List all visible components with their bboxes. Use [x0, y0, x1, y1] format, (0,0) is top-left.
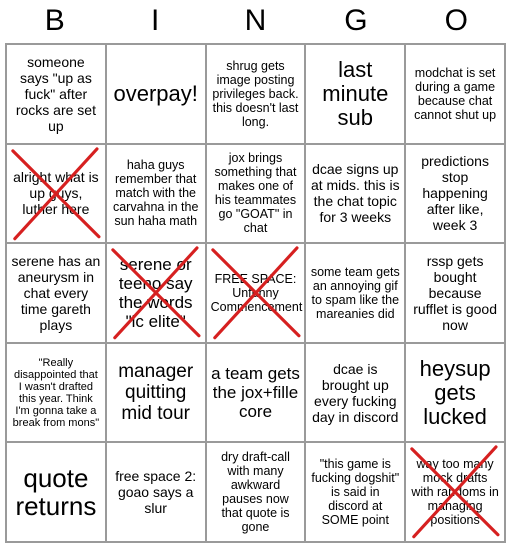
bingo-cell[interactable]	[206, 343, 306, 443]
cell-text: modchat is set during a game because chat cannot shut up	[414, 65, 497, 122]
cell-text: some team gets an annoying gif to spam like the mareanies did	[310, 264, 400, 321]
bingo-cell[interactable]	[106, 343, 206, 443]
bingo-cell[interactable]	[6, 44, 106, 144]
bingo-cell[interactable]	[106, 243, 206, 343]
cell-text: someone says "up as fuck" after rocks are set up	[15, 53, 96, 134]
header-letter-n: N	[244, 4, 268, 37]
bingo-cell[interactable]	[305, 442, 405, 542]
bingo-cell[interactable]	[6, 343, 106, 443]
cell-text: quote returns	[15, 463, 97, 522]
bingo-cell[interactable]	[405, 343, 505, 443]
bingo-cell[interactable]	[206, 442, 306, 542]
bingo-cell[interactable]	[6, 442, 106, 542]
header-letter-b: B	[44, 4, 66, 37]
bingo-cell[interactable]	[206, 44, 306, 144]
cell-text: heysup gets lucked	[419, 355, 491, 429]
header-letter-o: O	[444, 4, 469, 37]
cell-text: serene or teeno say the words "lc elite"	[118, 254, 193, 331]
bingo-cell[interactable]	[305, 44, 405, 144]
cell-text: way too many mock drafts with randoms in managing positions	[411, 457, 499, 528]
bingo-cell[interactable]	[6, 243, 106, 343]
header-letter-i: I	[150, 4, 161, 37]
bingo-cell[interactable]	[405, 442, 505, 542]
bingo-cell[interactable]	[305, 144, 405, 244]
bingo-cell[interactable]	[106, 144, 206, 244]
cell-text: a team gets the jox+fille core	[211, 364, 300, 422]
bingo-header	[5, 0, 507, 42]
bingo-cell[interactable]	[206, 144, 306, 244]
bingo-cell[interactable]	[305, 243, 405, 343]
header-letter-g: G	[344, 4, 369, 37]
bingo-cell[interactable]	[405, 144, 505, 244]
bingo-cell[interactable]	[106, 442, 206, 542]
cell-text: FREE SPACE: Unfunny Commencement	[210, 271, 303, 314]
cell-text: dcae signs up at mids. this is the chat topic for 3 weeks	[310, 161, 400, 226]
cell-text: serene has an aneurysm in chat every time gareth plays	[11, 252, 101, 333]
bingo-grid	[5, 43, 506, 543]
cell-text: rssp gets bought because rufflet is good now	[413, 252, 497, 333]
cell-text: jox brings something that makes one of his teammates go "GOAT" in chat	[214, 151, 297, 236]
cell-text: "Really disappointed that I wasn't drafted this year. Think I'm gonna take a break from mons"	[12, 356, 100, 429]
cell-text: dcae is brought up every fucking day in discord	[312, 360, 399, 425]
bingo-cell[interactable]	[206, 243, 306, 343]
cell-text: shrug gets image posting privileges back. this doesn't last long.	[212, 58, 299, 129]
cell-text: manager quitting mid tour	[118, 361, 194, 425]
cell-text: haha guys remember that match with the carvahna in the sun haha math	[112, 158, 199, 229]
cell-text: dry draft-call with many awkward pauses now that quote is gone	[221, 450, 290, 535]
cell-text: last minute sub	[322, 56, 389, 130]
bingo-cell[interactable]	[6, 144, 106, 244]
cell-text: alright what is up guys, luther here	[13, 169, 99, 218]
cell-text: free space 2: goao says a slur	[115, 468, 197, 517]
bingo-cell[interactable]	[305, 343, 405, 443]
bingo-cell[interactable]	[405, 44, 505, 144]
cell-text: "this game is fucking dogshit" is said in discord at SOME point	[311, 457, 400, 528]
bingo-cell[interactable]	[106, 44, 206, 144]
cell-text: predictions stop happening after like, week 3	[421, 153, 489, 234]
cell-text: overpay!	[113, 80, 198, 106]
bingo-cell[interactable]	[405, 243, 505, 343]
